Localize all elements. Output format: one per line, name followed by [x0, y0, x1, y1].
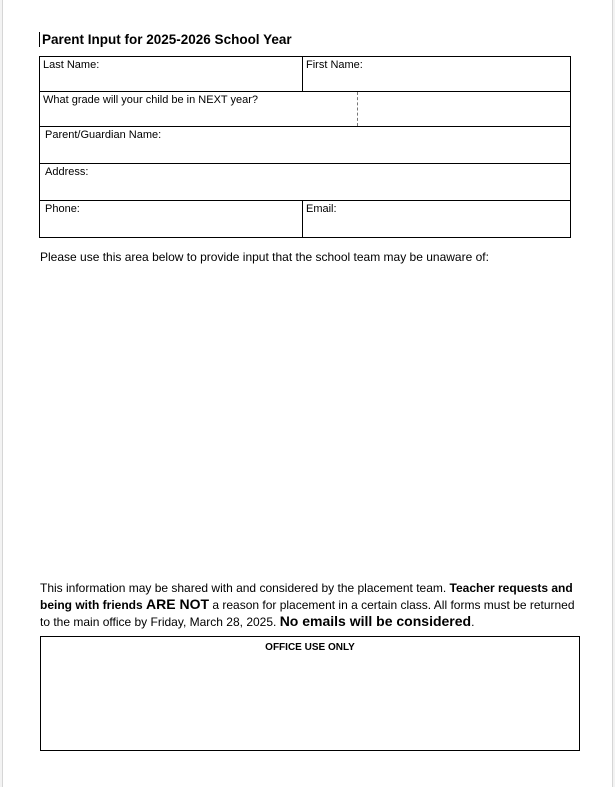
placement-notice	[40, 580, 585, 630]
notice-end: .	[471, 615, 475, 629]
notice-emphasis-1: ARE NOT	[146, 596, 210, 612]
grade-answer-field[interactable]	[357, 92, 572, 126]
last-name-label: Last Name:	[43, 59, 100, 71]
notice-emphasis-2: No emails will be considered	[279, 613, 472, 629]
page-title: Parent Input for 2025-2026 School Year	[39, 32, 292, 47]
name-row	[40, 57, 570, 92]
notice-text-2: a reason for placement in a certain class. All forms must be returned to the main office by Friday, March 28, 2025.	[40, 598, 575, 629]
phone-label: Phone:	[45, 203, 80, 215]
guardian-row	[40, 127, 570, 164]
email-label: Email:	[306, 203, 337, 215]
phone-field[interactable]	[40, 201, 302, 237]
first-name-label: First Name:	[306, 59, 363, 71]
notice-text-1: This information may be shared with and considered by the placement team.	[40, 581, 450, 595]
address-field[interactable]	[40, 164, 570, 200]
parent-info-form	[39, 56, 571, 238]
document-page	[2, 0, 613, 787]
input-instructions: Please use this area below to provide input that the school team may be unaware of:	[40, 250, 489, 264]
email-field[interactable]	[302, 201, 572, 237]
office-use-box	[40, 636, 580, 751]
first-name-field[interactable]	[302, 57, 572, 91]
guardian-name-field[interactable]	[40, 127, 570, 163]
notice-bold-1: Teacher requests and being with friends	[40, 581, 573, 612]
grade-question-label: What grade will your child be in NEXT year?	[43, 94, 259, 106]
grade-row	[40, 92, 570, 127]
grade-question-cell	[40, 92, 357, 126]
address-label: Address:	[45, 166, 89, 178]
contact-row	[40, 201, 570, 237]
office-use-label: OFFICE USE ONLY	[265, 642, 355, 653]
last-name-field[interactable]	[40, 57, 302, 91]
guardian-name-label: Parent/Guardian Name:	[45, 129, 162, 141]
address-row	[40, 164, 570, 201]
